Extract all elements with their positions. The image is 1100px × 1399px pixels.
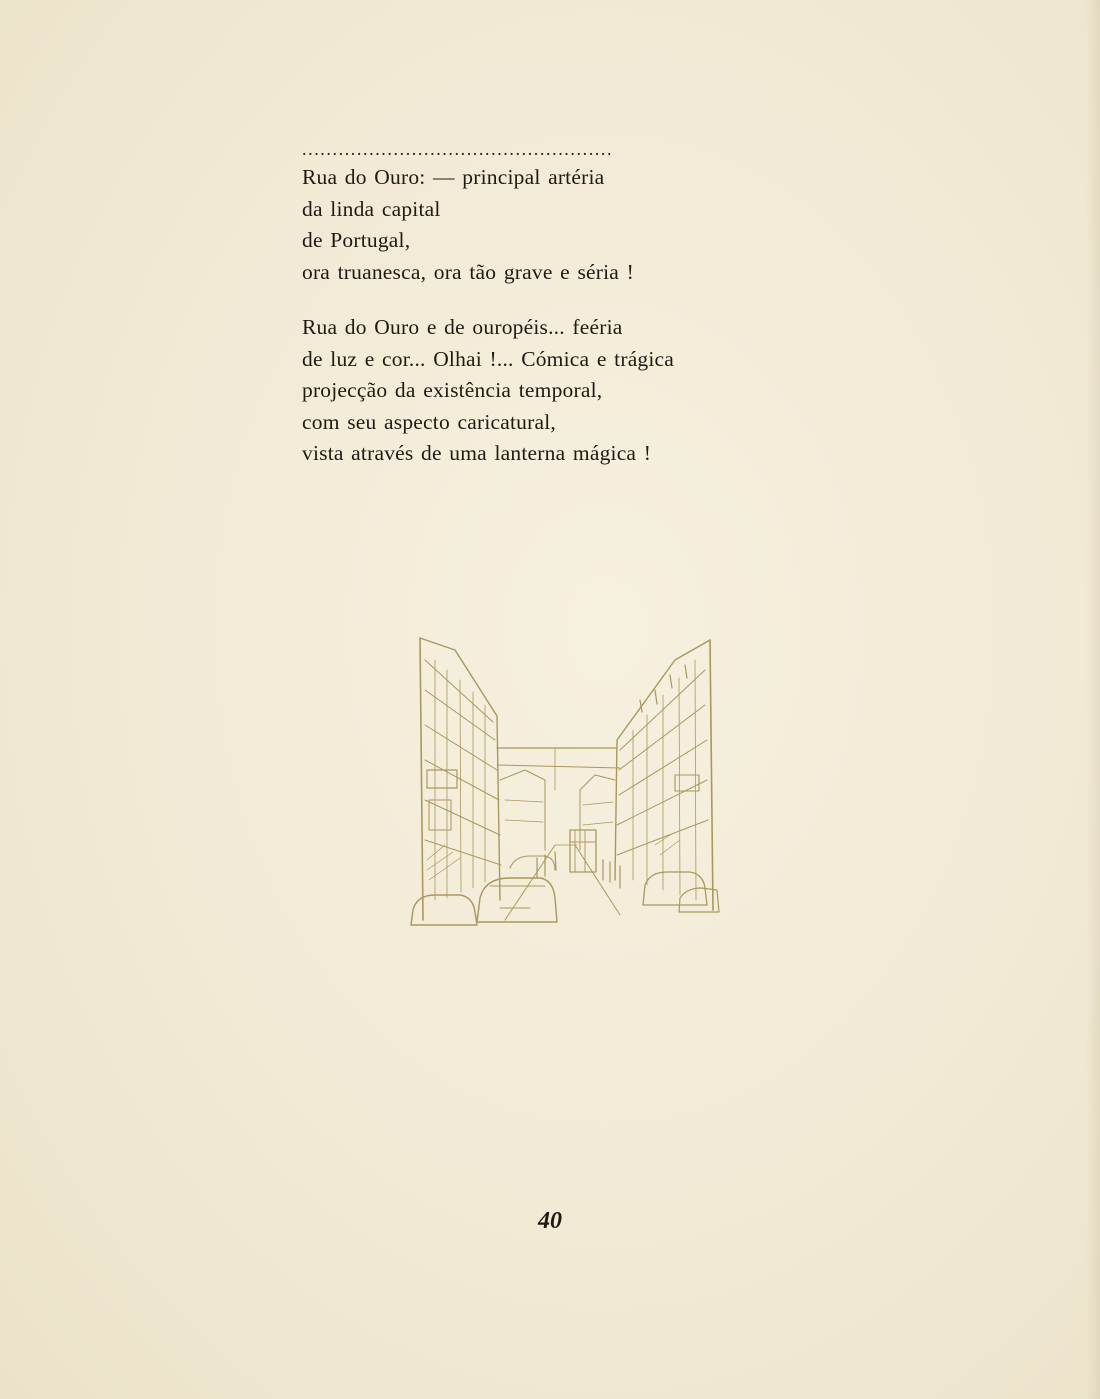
leader-dots: ................................................... — [302, 140, 614, 158]
poem-line: ora truanesca, ora tão grave e séria ! — [302, 259, 634, 284]
poem-line: da linda capital — [302, 196, 441, 221]
stanza-2 — [302, 312, 822, 470]
poem-line: com seu aspecto caricatural, — [302, 409, 556, 434]
page-edge-shadow — [1086, 0, 1100, 1399]
poem-line: Rua do Ouro: — principal artéria — [302, 165, 605, 189]
poem-line: de luz e cor... Olhai !... Cómica e trágica — [302, 346, 675, 371]
poem-line: vista através de uma lanterna mágica ! — [302, 441, 652, 465]
poem-line: Rua do Ouro e de ouropéis... feéria — [302, 315, 623, 339]
page-number: 40 — [538, 1208, 562, 1234]
poem-line: projecção da existência temporal, — [302, 378, 603, 402]
street-sketch-illustration — [405, 630, 725, 930]
stanza-1 — [302, 162, 822, 288]
poem-line: de Portugal, — [302, 228, 411, 252]
poem — [302, 162, 822, 494]
